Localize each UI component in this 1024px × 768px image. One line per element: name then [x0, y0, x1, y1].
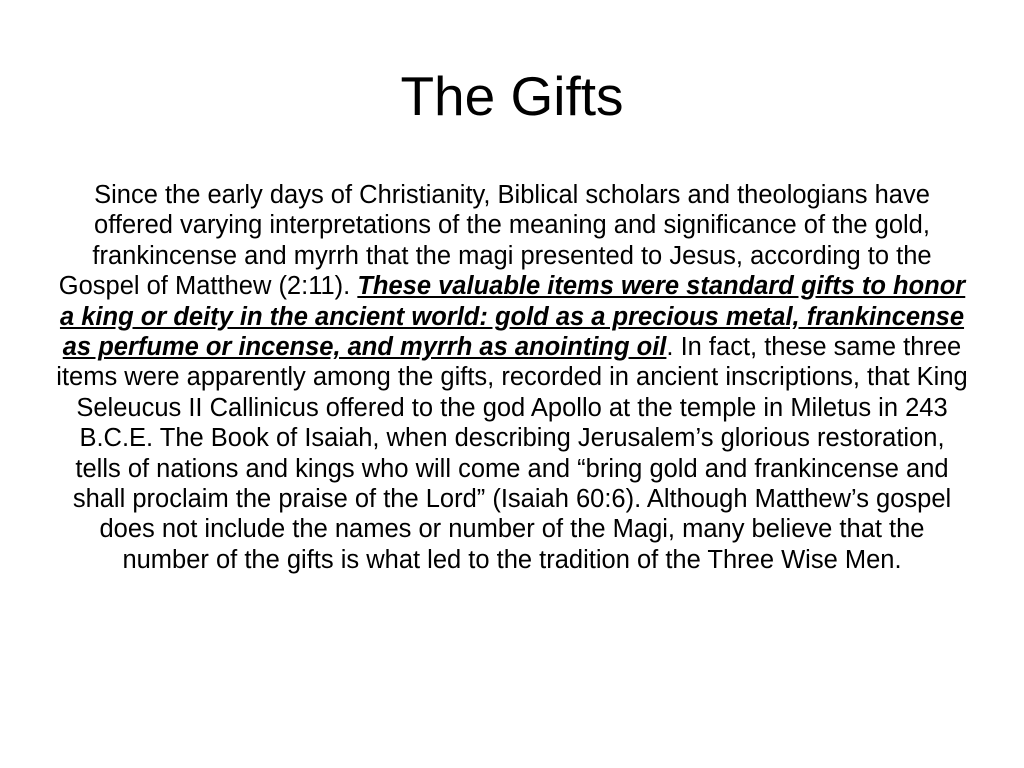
- body-rest-text: . In fact, these same three items were apparently among the gifts, recorded in ancient inscriptions, that King Seleucus II Callinicus offered to the god Apollo at the temple in Miletus in 243 B.C.E. The Book of Isaiah, when describing Jerusalem’s glorious restoration, tells of nations and kings who will come and “bring gold and frankincense and shall proclaim the praise of the Lord” (Isaiah 60:6). Although Matthew’s gospel does not include the names or number of the Magi, many believe that the number of the gifts is what led to the tradition of the Three Wise Men.: [56, 333, 968, 574]
- body-emphasized-text: These valuable items were standard gifts to honor a king or deity in the ancient world: gold as a precious metal, frankincense as perfume or incense, and myrrh as anointing oil: [59, 272, 966, 362]
- slide-title: The Gifts: [400, 65, 624, 127]
- slide-body-paragraph: [56, 180, 968, 575]
- body-intro-text: Since the early days of Christianity, Biblical scholars and theologians have offered varying interpretations of the meaning and significance of the gold, frankincense and myrrh that the magi presented to Jesus, according to the Gospel of Matthew (2:11).: [58, 181, 932, 301]
